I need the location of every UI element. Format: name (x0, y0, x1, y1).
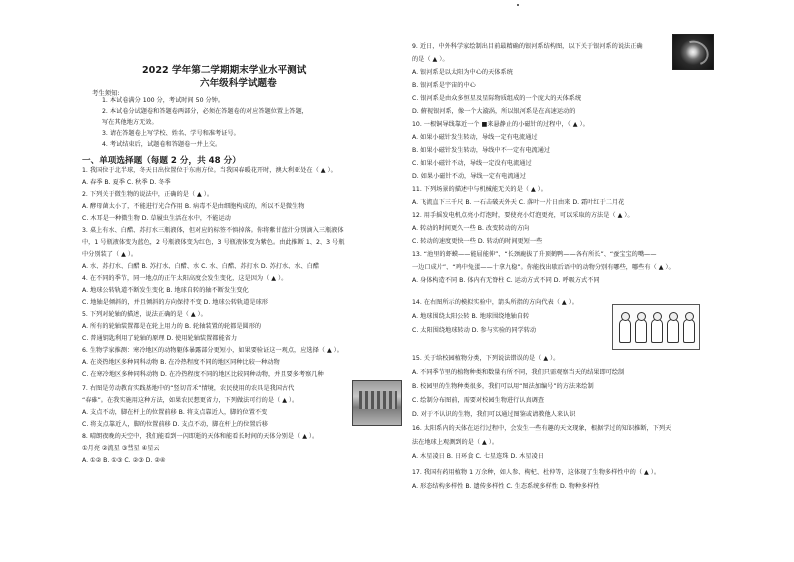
notice-line: 3. 请在答题卷上写学校、姓名、学号和准考证号。 (102, 130, 240, 137)
student-figure (667, 319, 679, 343)
question-line: 8. 晴朗夜晚的天空中，我们能看到一闪即逝的天体和能看长时间的天体分别是（ ▲ ）。 (82, 433, 319, 440)
question-line: 3. 桌上有水、白醋、苏打水三瓶液体，但对应的标签不慎掉落。你将紫甘蓝汁分别滴入三瓶液体 (82, 227, 344, 234)
option-line: D. 如果小磁针不动，导线一定有电流通过 (412, 173, 526, 180)
question-line: 7. 右图是劳动教育实践基地中的“竖切青禾”情境，农民使用的农具是我国古代 (82, 385, 295, 392)
question-line: 中，1 号瓶液体变为蓝色，2 号瓶液体变为红色，3 号瓶液体变为紫色。由此推断 1、2、3 号瓶 (82, 239, 345, 246)
question-line: 13. “池里的虾蟆——能屈能伸”、“长颈鹿拔了升顶鹤鸭——各有所长”、“蚕宝宝的嘴—— (412, 251, 657, 258)
notice-heading: 考生须知: (92, 89, 120, 97)
option-line: A. 支点不动，脚在杆上的位置前移 B. 将支点靠近人，脚的位置不变 (82, 409, 268, 416)
option-line: C. 绘制分布图前，需要对校园生物进行认真调查 (412, 397, 545, 404)
option-line: C. 普通钥匙利用了轮轴的原理 D. 使用轮轴装置都能省力 (82, 335, 238, 342)
option-line: A. 木星凌日 B. 日环食 C. 七星连珠 D. 木星凌日 (412, 453, 544, 460)
galaxy-image (672, 34, 714, 70)
question-line: 14. 在右图所示的模拟实验中，箭头所指的方向代表（ ▲ ）。 (412, 299, 578, 306)
question-line: 10. 一根铜导线靠近一个 ■来悬静止的小磁针的过程中，（ ▲ ）。 (412, 121, 589, 128)
option-line: C. 将支点靠近人，脚的位置前移 D. 支点不动，脚在杆上的位置后移 (82, 421, 268, 428)
student-figure (619, 319, 631, 343)
option-line: A. ①② B. ①③ C. ②③ D. ②④ (82, 457, 166, 464)
rice-pounder-photo (352, 380, 402, 426)
option-line: ①月亮 ②流星 ③彗星 ④星云 (82, 445, 160, 452)
student-figure (635, 319, 647, 343)
question-line: 9. 近日，中外科学家绘制出目前最精确的银河系结构图，以下关于银河系的说法正确 (412, 43, 643, 50)
question-line: 15. 关于给校园植物分类，下列说法错误的是（ ▲ ）。 (412, 355, 560, 362)
option-line: A. 酵母菌太小了，不能进行光合作用 B. 病毒不是由细胞构成的，所以不是微生物 (82, 203, 305, 210)
notice-line: 写在其他地方无效。 (102, 119, 158, 126)
question-line: 一边口成片”、“鸡中兔蛋——十拿九稳”。你能找出歇后语中的动物分别有哪些，哪些有（ ▲ ）。 (412, 264, 675, 271)
option-line: C. 太阳围绕地球转动 D. 参与实验的同学转动 (412, 327, 537, 334)
question-line: 17. 我国有药用植物 1 万余种，如人参、枸杞、杜仲等，这体现了生物多样性中的（ ▲ ）。 (412, 469, 661, 476)
option-line: C. 木耳是一种微生物 D. 草履虫生活在水中，不能运动 (82, 215, 231, 222)
option-line: B. 如果小磁针发生转动，导线中不一定有电流通过 (412, 147, 551, 154)
question-line: 2. 下列关于微生物的说法中，正确的是（ ▲ ）。 (82, 191, 214, 198)
option-line: A. 飞流直下三千尺 B. 一石击破天外天 C. 落叶一片日由来 D. 霜叶红于二月花 (412, 199, 625, 206)
option-line: B. 校园里的生物种类很多，我们可以用“图法加编号”的方法来绘制 (412, 383, 594, 390)
page-mark (517, 4, 519, 6)
option-line: A. 所有的轮轴装置都是在轮上用力的 B. 轮轴装置的轮都是圆形的 (82, 323, 262, 330)
simulation-sketch (612, 304, 700, 350)
option-line: A. 地球围绕太阳公转 B. 地球围绕地轴自转 (412, 313, 530, 320)
option-line: C. 转动的速度更快一些 D. 转动的时间更短一些 (412, 238, 543, 245)
option-line: C. 如果小磁针不动，导线一定没有电流通过 (412, 160, 532, 167)
notice-line: 2. 本试卷分试题卷和答题卷两部分，必须在答题卷的对应答题位置上答题， (102, 108, 308, 115)
question-line: 的是（ ▲ ）。 (412, 56, 449, 63)
section-heading: 一、单项选择题（每题 2 分，共 48 分） (82, 156, 241, 166)
student-figure (651, 319, 663, 343)
question-line: 11. 下列场景的描述中与机械能无关的是（ ▲ ）。 (412, 186, 547, 193)
notice-line: 1. 本试卷满分 100 分，考试时间 50 分钟。 (102, 97, 225, 104)
option-line: A. 银河系是以太阳为中心的天体系统 (412, 69, 513, 76)
option-line: C. 地轴是倾斜的，并且倾斜的方向保持不变 D. 地球公转轨道是球形 (82, 299, 268, 306)
question-line: “春碓”。在我实施用这种方法，如果农民想更省力，下列做法可行的是（ ▲ ）。 (82, 397, 299, 404)
exam-subtitle: 六年级科学试题卷 (200, 78, 277, 89)
option-line: A. 转动的时间更久一些 B. 改变转动的方向 (412, 225, 530, 232)
option-line: D. 俯视银河系，像一个大漩涡，所以银河系是在高速运动的 (412, 108, 576, 115)
question-line: 12. 用手摇发电机点亮小灯泡时，要使亮小灯泡更亮，可以采取的方法是（ ▲ ）。 (412, 212, 634, 219)
exam-title: 2022 学年第二学期期末学业水平测试 (142, 65, 307, 76)
option-line: B. 银河系是宇宙的中心 (412, 82, 476, 89)
option-line: A. 身体构造不同 B. 体内有无脊柱 C. 运动方式不同 D. 呼吸方式不同 (412, 277, 600, 284)
notice-line: 4. 考试结束后，试题卷和答题卷一并上交。 (102, 141, 222, 148)
question-line: 1. 我国位于北半球，冬天日出位置位于东南方位。当我国春暖花开时，澳大利亚处在（ ▲ ）。 (82, 167, 337, 174)
option-line: A. 不同季节里的植物种类和数量有所不同，我们只需观察当天的结果即可绘制 (412, 369, 625, 376)
option-line: A. 春季 B. 夏季 C. 秋季 D. 冬季 (82, 179, 171, 186)
question-line: 5. 下列对轮轴的描述，说法正确的是（ ▲ ）。 (82, 311, 207, 318)
student-figure (683, 319, 695, 343)
question-line: 法在地球上观测到的是（ ▲ ）。 (412, 439, 499, 446)
question-line: 中分别装了（ ▲ ）。 (82, 251, 138, 258)
option-line: A. 水、苏打水、白醋 B. 苏打水、白醋、水 C. 水、白醋、苏打水 D. 苏打水、水、白醋 (82, 263, 320, 270)
option-line: C. 在寒冷地区多种同科动物 D. 在冷热程度不同的地区比较同种动物，并且要多考察几种 (82, 371, 324, 378)
question-line: 6. 生物学家推测：寒冷地区的动物躯体暴露部分更短小，如果要验证这一观点，应选择（ ▲ ）。 (82, 347, 343, 354)
option-line: A. 地球公转轨道不断发生变化 B. 地球自转的轴不断发生变化 (82, 287, 249, 294)
option-line: D. 对于不认识的生物，我们可以通过图鉴或请教他人来认识 (412, 411, 576, 418)
option-line: A. 形态结构多样性 B. 遗传多样性 C. 生态系统多样性 D. 物种多样性 (412, 483, 600, 490)
option-line: A. 在炎热地区多种同科动物 B. 在冷热程度不同的地区同种比较一种动物 (82, 359, 280, 366)
option-line: A. 如果小磁针发生转动，导线一定有电流通过 (412, 134, 538, 141)
option-line: C. 银河系是由众多恒星及星际物质组成的一个庞大的天体系统 (412, 95, 582, 102)
question-line: 16. 太阳系内的天体在运行过程中，会发生一些有趣的天文现象，根据学过的知识推断，下列天 (412, 425, 672, 432)
question-line: 4. 在不同的季节，同一地点的正午太阳高度会发生变化，这是因为（ ▲ ）。 (82, 275, 288, 282)
